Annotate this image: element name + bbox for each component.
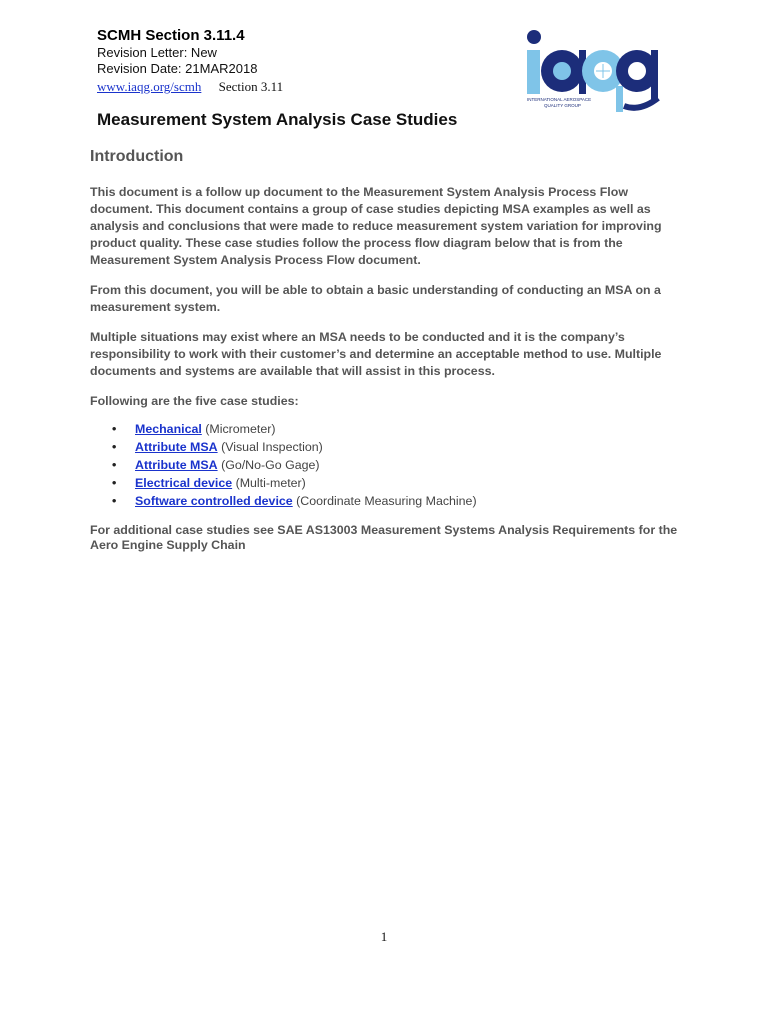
bullet-icon: •	[112, 422, 117, 436]
case-study-list	[90, 420, 680, 510]
revision-letter: Revision Letter: New	[97, 45, 217, 60]
document-body	[90, 184, 680, 553]
list-item	[90, 456, 680, 474]
revision-date: Revision Date: 21MAR2018	[97, 61, 258, 76]
case-detail: (Go/No-Go Gage)	[221, 458, 320, 472]
case-link-electrical[interactable]: Electrical device	[135, 476, 233, 490]
logo-caption-1: INTERNATIONAL AEROSPACE	[527, 97, 592, 102]
url-row	[97, 78, 283, 95]
paragraph-understanding: From this document, you will be able to obtain a basic understanding of conducting an MSA on a measurement system.	[90, 283, 661, 314]
paragraph-purpose: This document is a follow up document to the Measurement System Analysis Process Flow document. This document contains a group of case studies depicting MSA examples as well as analysis and conclusions that were made to reduce measurement system variation for improving product quality. These case studies follow the process flow diagram below that is from the Measurement System Analysis Process Flow document.	[90, 185, 662, 267]
bullet-icon: •	[112, 440, 117, 454]
logo-caption-2: QUALITY GROUP	[544, 103, 581, 108]
section-number: SCMH Section 3.11.4	[97, 27, 245, 44]
case-detail: (Micrometer)	[205, 422, 276, 436]
case-detail: (Visual Inspection)	[221, 440, 323, 454]
bullet-icon: •	[112, 458, 117, 472]
list-item	[90, 474, 680, 492]
case-detail: (Multi-meter)	[235, 476, 306, 490]
case-link-mechanical[interactable]: Mechanical	[135, 422, 202, 436]
bullet-icon: •	[112, 494, 117, 508]
paragraph-situations: Multiple situations may exist where an MSA needs to be conducted and it is the company’s responsibility to work with their customer’s and determine an acceptable method to use. Multiple documents and systems are available that will assist in this process.	[90, 330, 662, 378]
list-item	[90, 420, 680, 438]
document-title: Measurement System Analysis Case Studies	[97, 110, 458, 129]
introduction-heading: Introduction	[90, 148, 184, 165]
case-link-attribute-visual[interactable]: Attribute MSA	[135, 440, 218, 454]
iaqg-logo	[524, 26, 660, 112]
bullet-icon: •	[112, 476, 117, 490]
case-link-attribute-gage[interactable]: Attribute MSA	[135, 458, 218, 472]
section-reference: Section 3.11	[218, 79, 284, 94]
closing-note: For additional case studies see SAE AS13003 Measurement Systems Analysis Requirements for the Aero Engine Supply Chain	[90, 523, 678, 552]
case-detail: (Coordinate Measuring Machine)	[296, 494, 477, 508]
document-header	[97, 27, 283, 95]
list-item	[90, 492, 680, 510]
case-link-software[interactable]: Software controlled device	[135, 494, 293, 508]
scmh-link[interactable]: www.iaqg.org/scmh	[97, 79, 202, 94]
list-item	[90, 438, 680, 456]
page-number: 1	[380, 929, 388, 944]
paragraph-five-cases: Following are the five case studies:	[90, 394, 299, 408]
